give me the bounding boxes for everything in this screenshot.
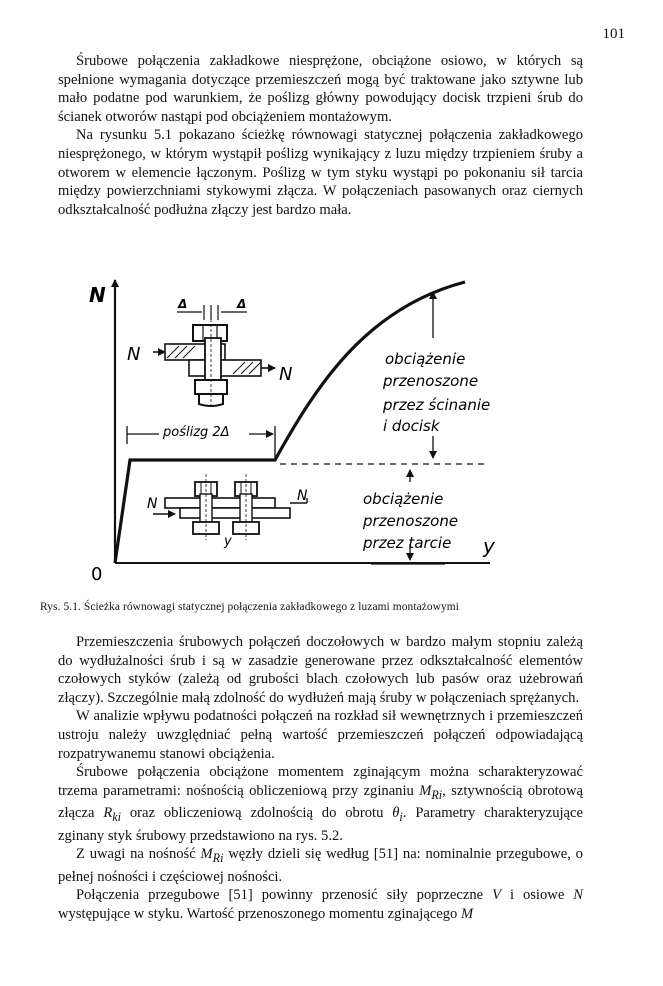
upper-region-line: przez ścinanie	[383, 396, 491, 414]
paragraph: Przemieszczenia śrubowych połączeń doczołowych w bardzo małym stopniu zależą do wydłużalności śrub i są w zasadzie generowane przez odkształcalność elementów czołowych styków (zależą od grubości blach czołowych lub pasów oraz użebrowań złączy). Szczególnie małą zdolność do wydłużeń mają śruby w połączeniach sprężanych.	[58, 634, 583, 706]
text-run: Z uwagi na nośność	[76, 846, 201, 863]
body-text	[58, 633, 583, 924]
equilibrium-path-diagram	[85, 268, 505, 598]
upper-joint-detail	[127, 297, 292, 408]
symbol-n: N	[573, 887, 583, 904]
intro-text	[58, 52, 583, 219]
symbol-m: $M_{Ri}$	[200, 846, 224, 866]
paragraph	[58, 845, 583, 886]
slip-label: poślizg 2Δ	[163, 425, 230, 440]
text-run: Śrubowe połączenia obciążone momentem zginającym można scharakteryzować trzema parametrami: nośnością obliczeniową przy zginaniu	[58, 764, 583, 799]
force-label-right: N	[279, 364, 293, 385]
paragraph	[58, 886, 583, 923]
axis-y-label: N	[89, 283, 106, 307]
text-run: . Parametry charakteryzujące zginany styk śrubowy przedstawiono na rys. 5.2.	[58, 805, 583, 844]
paragraph: W analizie wpływu podatności połączeń na rozkład sił wewnętrznych i przemieszczeń ustroju należy uwzględniać pełną wartość przemieszczeń połączeń odpowiadającą rozpatrywanemu stanowi obciążenia.	[58, 708, 583, 762]
figure-5-1	[85, 268, 505, 598]
paragraph: Na rysunku 5.1 pokazano ścieżkę równowagi statycznej połączenia zakładkowego niesprężonego, w którym wystąpił poślizg wynikający z luzu między trzpieniem śruby a otworem w elemencie łączonym. Poślizg w tym styku wystąpi po pokonaniu sił tarcia między powierzchniami stykowymi złącza. W połączeniach pasowanych oraz ciernych odkształcalność podłużna złączy jest bardzo mała.	[58, 127, 583, 218]
delta-right-label: Δ	[237, 297, 247, 311]
symbol-r: $R_{ki}$	[103, 805, 122, 825]
lower-joint-detail	[147, 474, 308, 549]
figure-caption: Rys. 5.1. Ścieżka równowagi statycznej połączenia zakładkowego z luzami montażowymi	[40, 601, 460, 613]
text-run: oraz obliczeniową zdolnością do obrotu	[121, 805, 393, 822]
symbol-m: $M_{Ri}$	[419, 782, 443, 802]
lower-region-line: obciążenie	[363, 490, 444, 508]
text-run: i osiowe	[500, 887, 574, 904]
lower-region-line: przez tarcie	[363, 534, 452, 552]
upper-region-label	[382, 350, 490, 435]
page-number: 101	[602, 26, 625, 42]
axis-origin-label: 0	[91, 564, 103, 585]
lower-detail-force-right: N	[297, 488, 308, 504]
lower-region-line: przenoszone	[363, 512, 459, 530]
paragraph	[58, 763, 583, 845]
upper-region-line: przenoszone	[383, 372, 479, 390]
text-run: występujące w styku. Wartość przenoszonego momentu zginającego	[58, 906, 462, 923]
delta-left-label: Δ	[178, 297, 188, 311]
symbol-v: V	[492, 887, 501, 904]
text-run: , sztywnością obrotową złącza	[58, 782, 583, 822]
lower-detail-y-label: y	[224, 534, 232, 549]
paragraph: Śrubowe połączenia zakładkowe niesprężone, obciążone osiowo, w których są spełnione wymagania dotyczące przemieszczeń mogą być traktowane jako sztywne lub mało podatne pod warunkiem, że poślizg główny powodujący docisk trzpieni śrub do ścianek otworów nastąpi pod obciążeniem montażowym.	[58, 53, 583, 125]
axis-x-label: y	[483, 534, 495, 558]
upper-region-line: obciążenie	[385, 350, 466, 368]
lower-region-label	[362, 490, 458, 552]
symbol-m: M	[461, 906, 474, 923]
symbol-theta: $\theta_i$	[392, 805, 403, 825]
upper-region-line: i docisk	[383, 417, 440, 435]
force-label-left: N	[127, 344, 141, 365]
text-run: Połączenia przegubowe [51] powinny przenosić siły poprzeczne	[76, 887, 493, 904]
lower-detail-force-left: N	[147, 496, 158, 512]
text-run: węzły dzieli się według [51] na: nominalnie przegubowe, o pełnej nośności i częściowej nośności.	[58, 846, 583, 885]
